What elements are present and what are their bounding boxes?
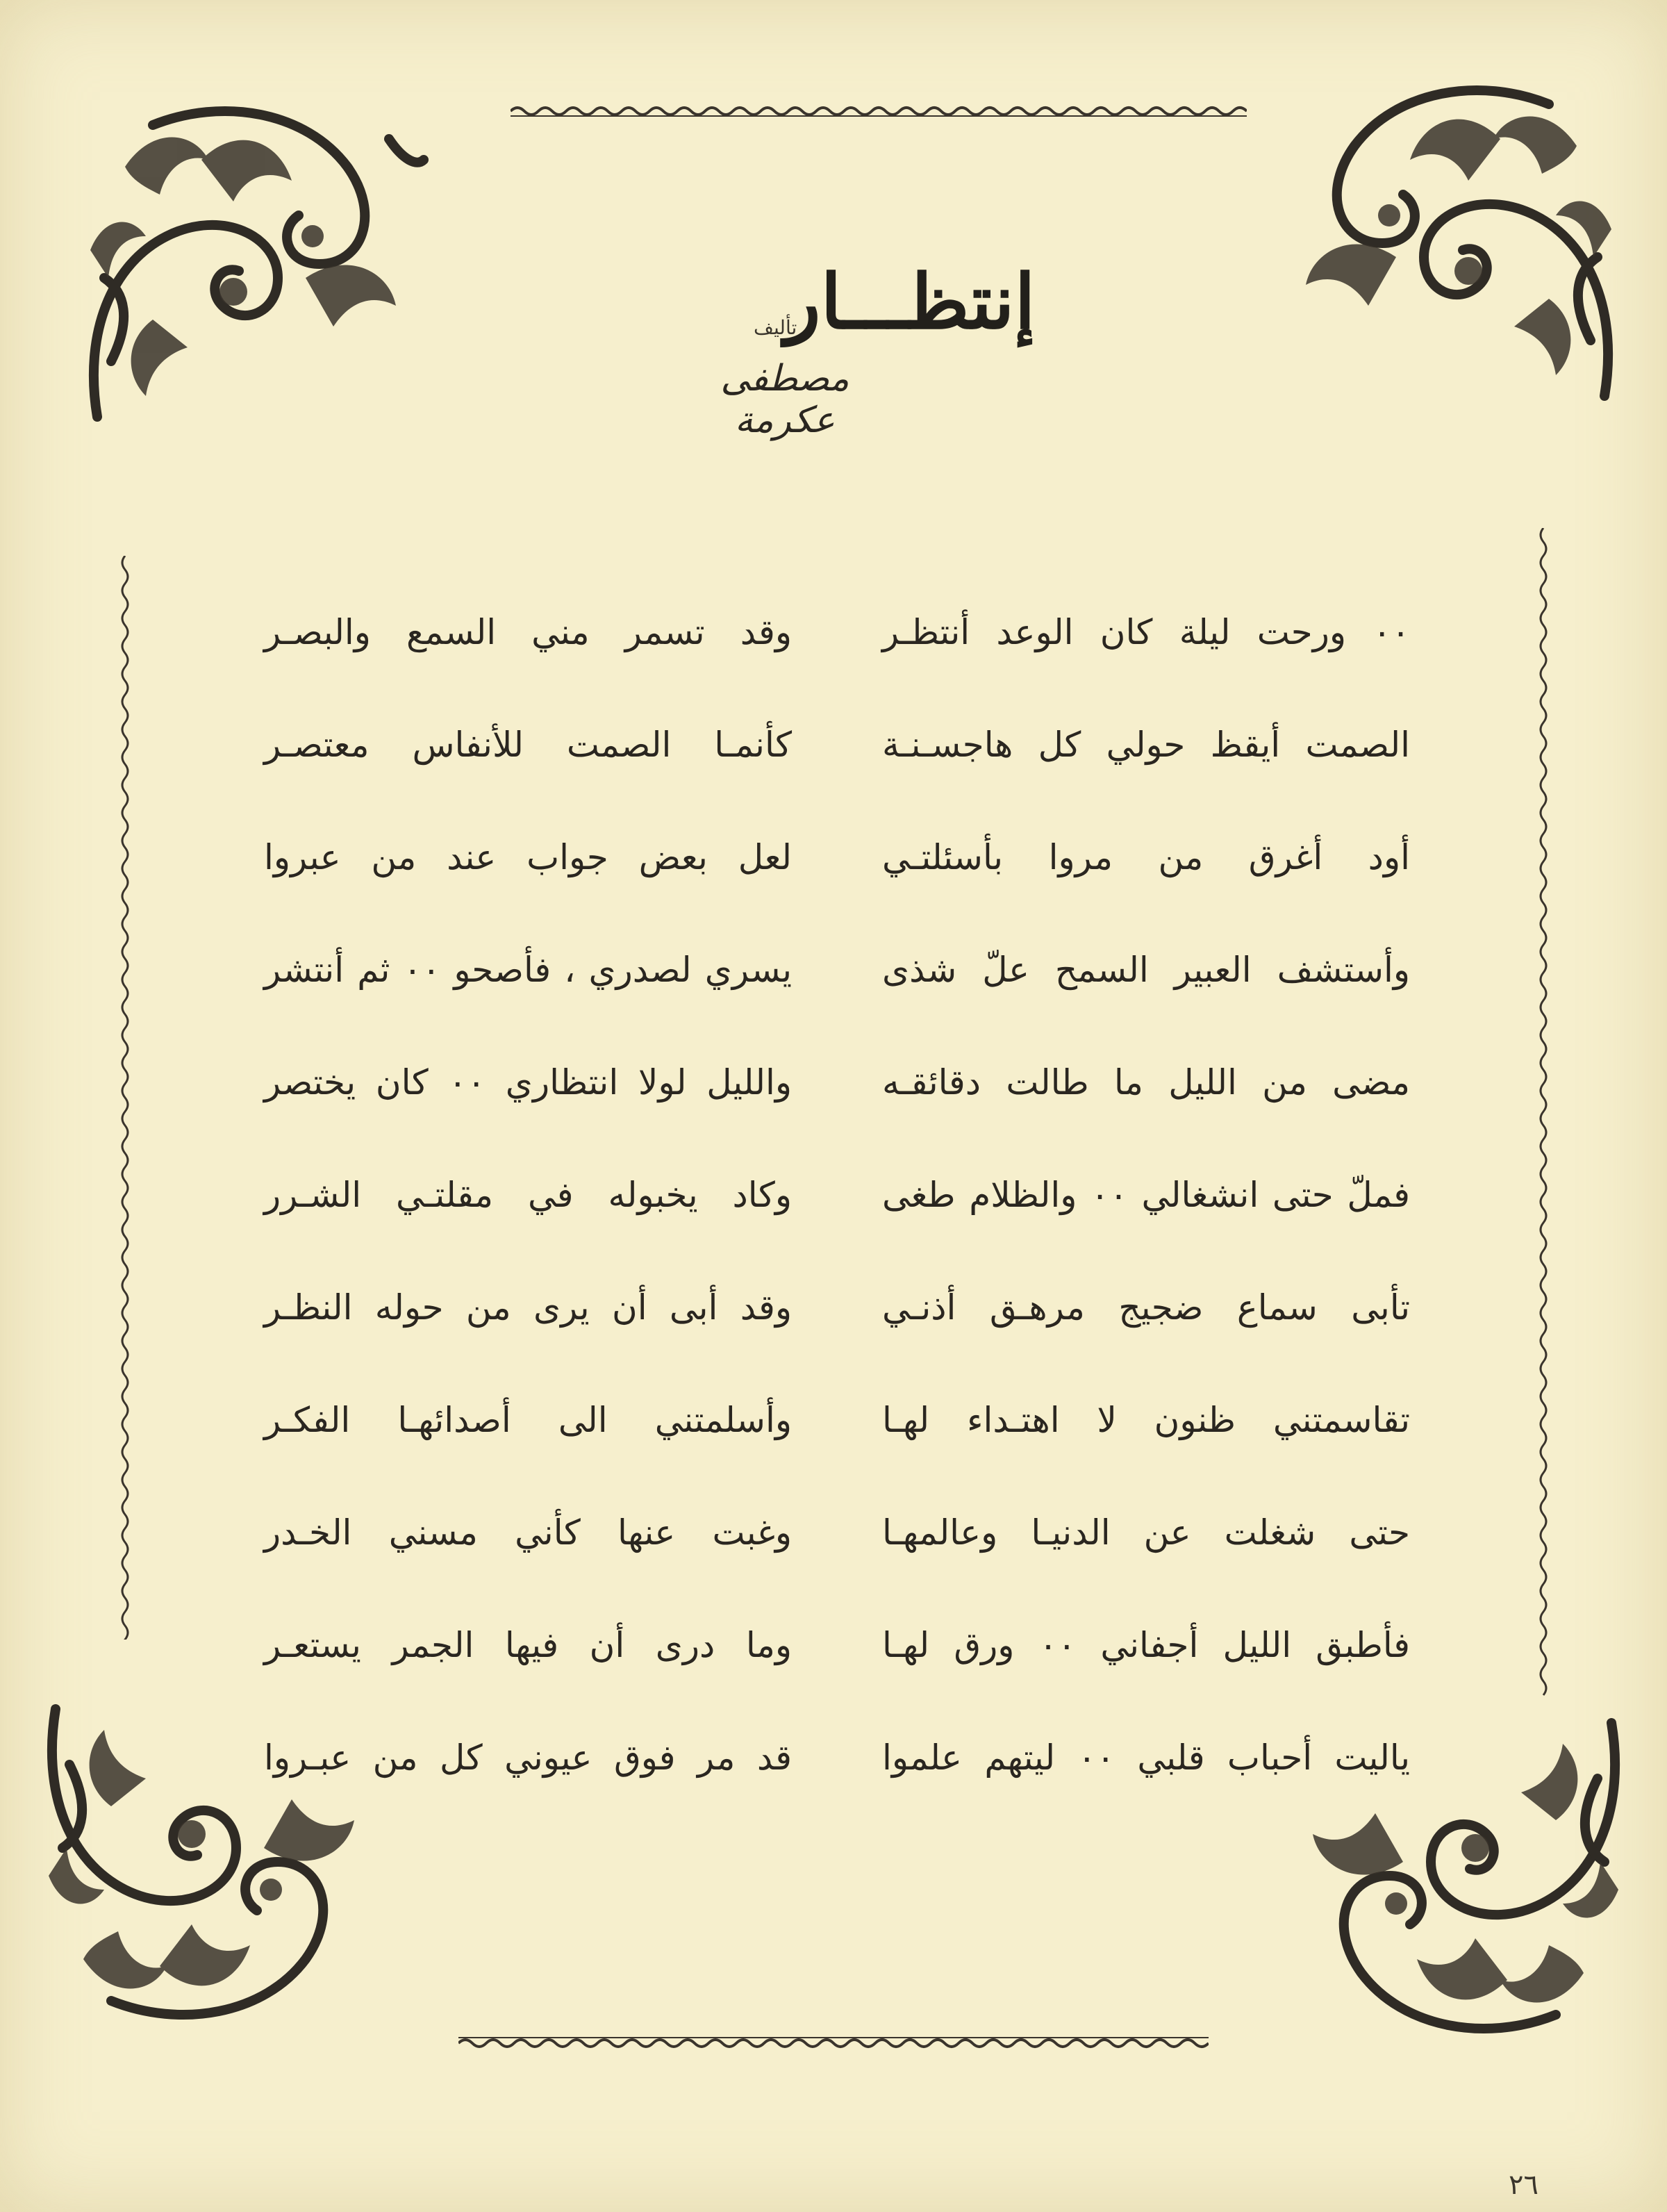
acanthus-scroll-icon: [69, 83, 431, 445]
verse-second-hemistich: قد مر فوق عيوني كل من عبـروا: [264, 1738, 792, 1778]
verse-second-hemistich: وما درى أن فيها الجمر يستعـر: [264, 1625, 792, 1665]
verse-second-hemistich: والليل لولا انتظاري ٠٠ كان يختصر: [264, 1062, 792, 1103]
verse-second-hemistich: وكاد يخبوله في مقلتـي الشـرر: [264, 1175, 792, 1215]
verse-first-hemistich: ياليت أحباب قلبي ٠٠ ليتهم علموا: [882, 1738, 1410, 1778]
verse-second-hemistich: كأنمـا الصمت للأنفاس معتصـر: [264, 725, 792, 765]
verse-first-hemistich: مضى من الليل ما طالت دقائقـه: [882, 1062, 1410, 1103]
verse-row: [264, 1505, 1410, 1617]
verse-first-hemistich: الصمت أيقظ حولي كل هاجسـنـة: [882, 725, 1410, 765]
poem-body: [264, 604, 1410, 1842]
title-subscript: تأليف: [754, 316, 797, 339]
side-rule-right-icon: [1535, 528, 1552, 1702]
verse-row: [264, 942, 1410, 1055]
acanthus-scroll-icon: [1271, 63, 1632, 424]
corner-ornament-top-right-icon: [1271, 63, 1632, 424]
poem-title: إنتظـــار: [784, 258, 1036, 346]
verse-first-hemistich: فملّ حتى انشغالي ٠٠ والظلام طغى: [882, 1175, 1410, 1215]
verse-second-hemistich: وقد تسمر مني السمع والبصـر: [264, 612, 792, 652]
verse-first-hemistich: تقاسمتني ظنون لا اهتـداء لهـا: [882, 1400, 1410, 1440]
verse-first-hemistich: تأبى سماع ضجيج مرهـق أذنـي: [882, 1287, 1410, 1328]
verse-row: [264, 1730, 1410, 1842]
side-rule-left-icon: [117, 556, 133, 1640]
verse-row: [264, 1167, 1410, 1280]
verse-second-hemistich: وأسلمتني الى أصدائهـا الفكـر: [264, 1400, 792, 1440]
verse-row: [264, 717, 1410, 830]
verse-row: [264, 1280, 1410, 1392]
corner-ornament-top-left-icon: [69, 83, 431, 445]
wavy-rule-bottom-icon: [458, 2032, 1209, 2053]
verse-first-hemistich: أود أغرق من مروا بأسئلتـي: [882, 837, 1410, 877]
verse-second-hemistich: لعل بعض جواب عند من عبروا: [264, 837, 792, 877]
verse-second-hemistich: وغبت عنها كأني مسني الخـدر: [264, 1512, 792, 1553]
verse-row: [264, 1055, 1410, 1167]
verse-row: [264, 1617, 1410, 1730]
verse-row: [264, 830, 1410, 942]
poem-author: مصطفى عكرمة: [720, 358, 849, 441]
verse-first-hemistich: وأستشف العبير السمح علّ شذى: [882, 950, 1410, 990]
verse-row: [264, 604, 1410, 717]
verse-first-hemistich: فأطبق الليل أجفاني ٠٠ ورق لهـا: [882, 1625, 1410, 1665]
page-number: ٢٦: [1509, 2169, 1539, 2201]
verse-first-hemistich: حتى شغلت عن الدنيـا وعالمهـا: [882, 1512, 1410, 1553]
verse-first-hemistich: ٠٠ ورحت ليلة كان الوعد أنتظـر: [882, 612, 1410, 652]
verse-second-hemistich: يسري لصدري ، فأصحو ٠٠ ثم أنتشر: [264, 950, 792, 990]
verse-row: [264, 1392, 1410, 1505]
verse-second-hemistich: وقد أبى أن يرى من حوله النظـر: [264, 1287, 792, 1328]
wavy-rule-top-icon: [511, 101, 1247, 122]
